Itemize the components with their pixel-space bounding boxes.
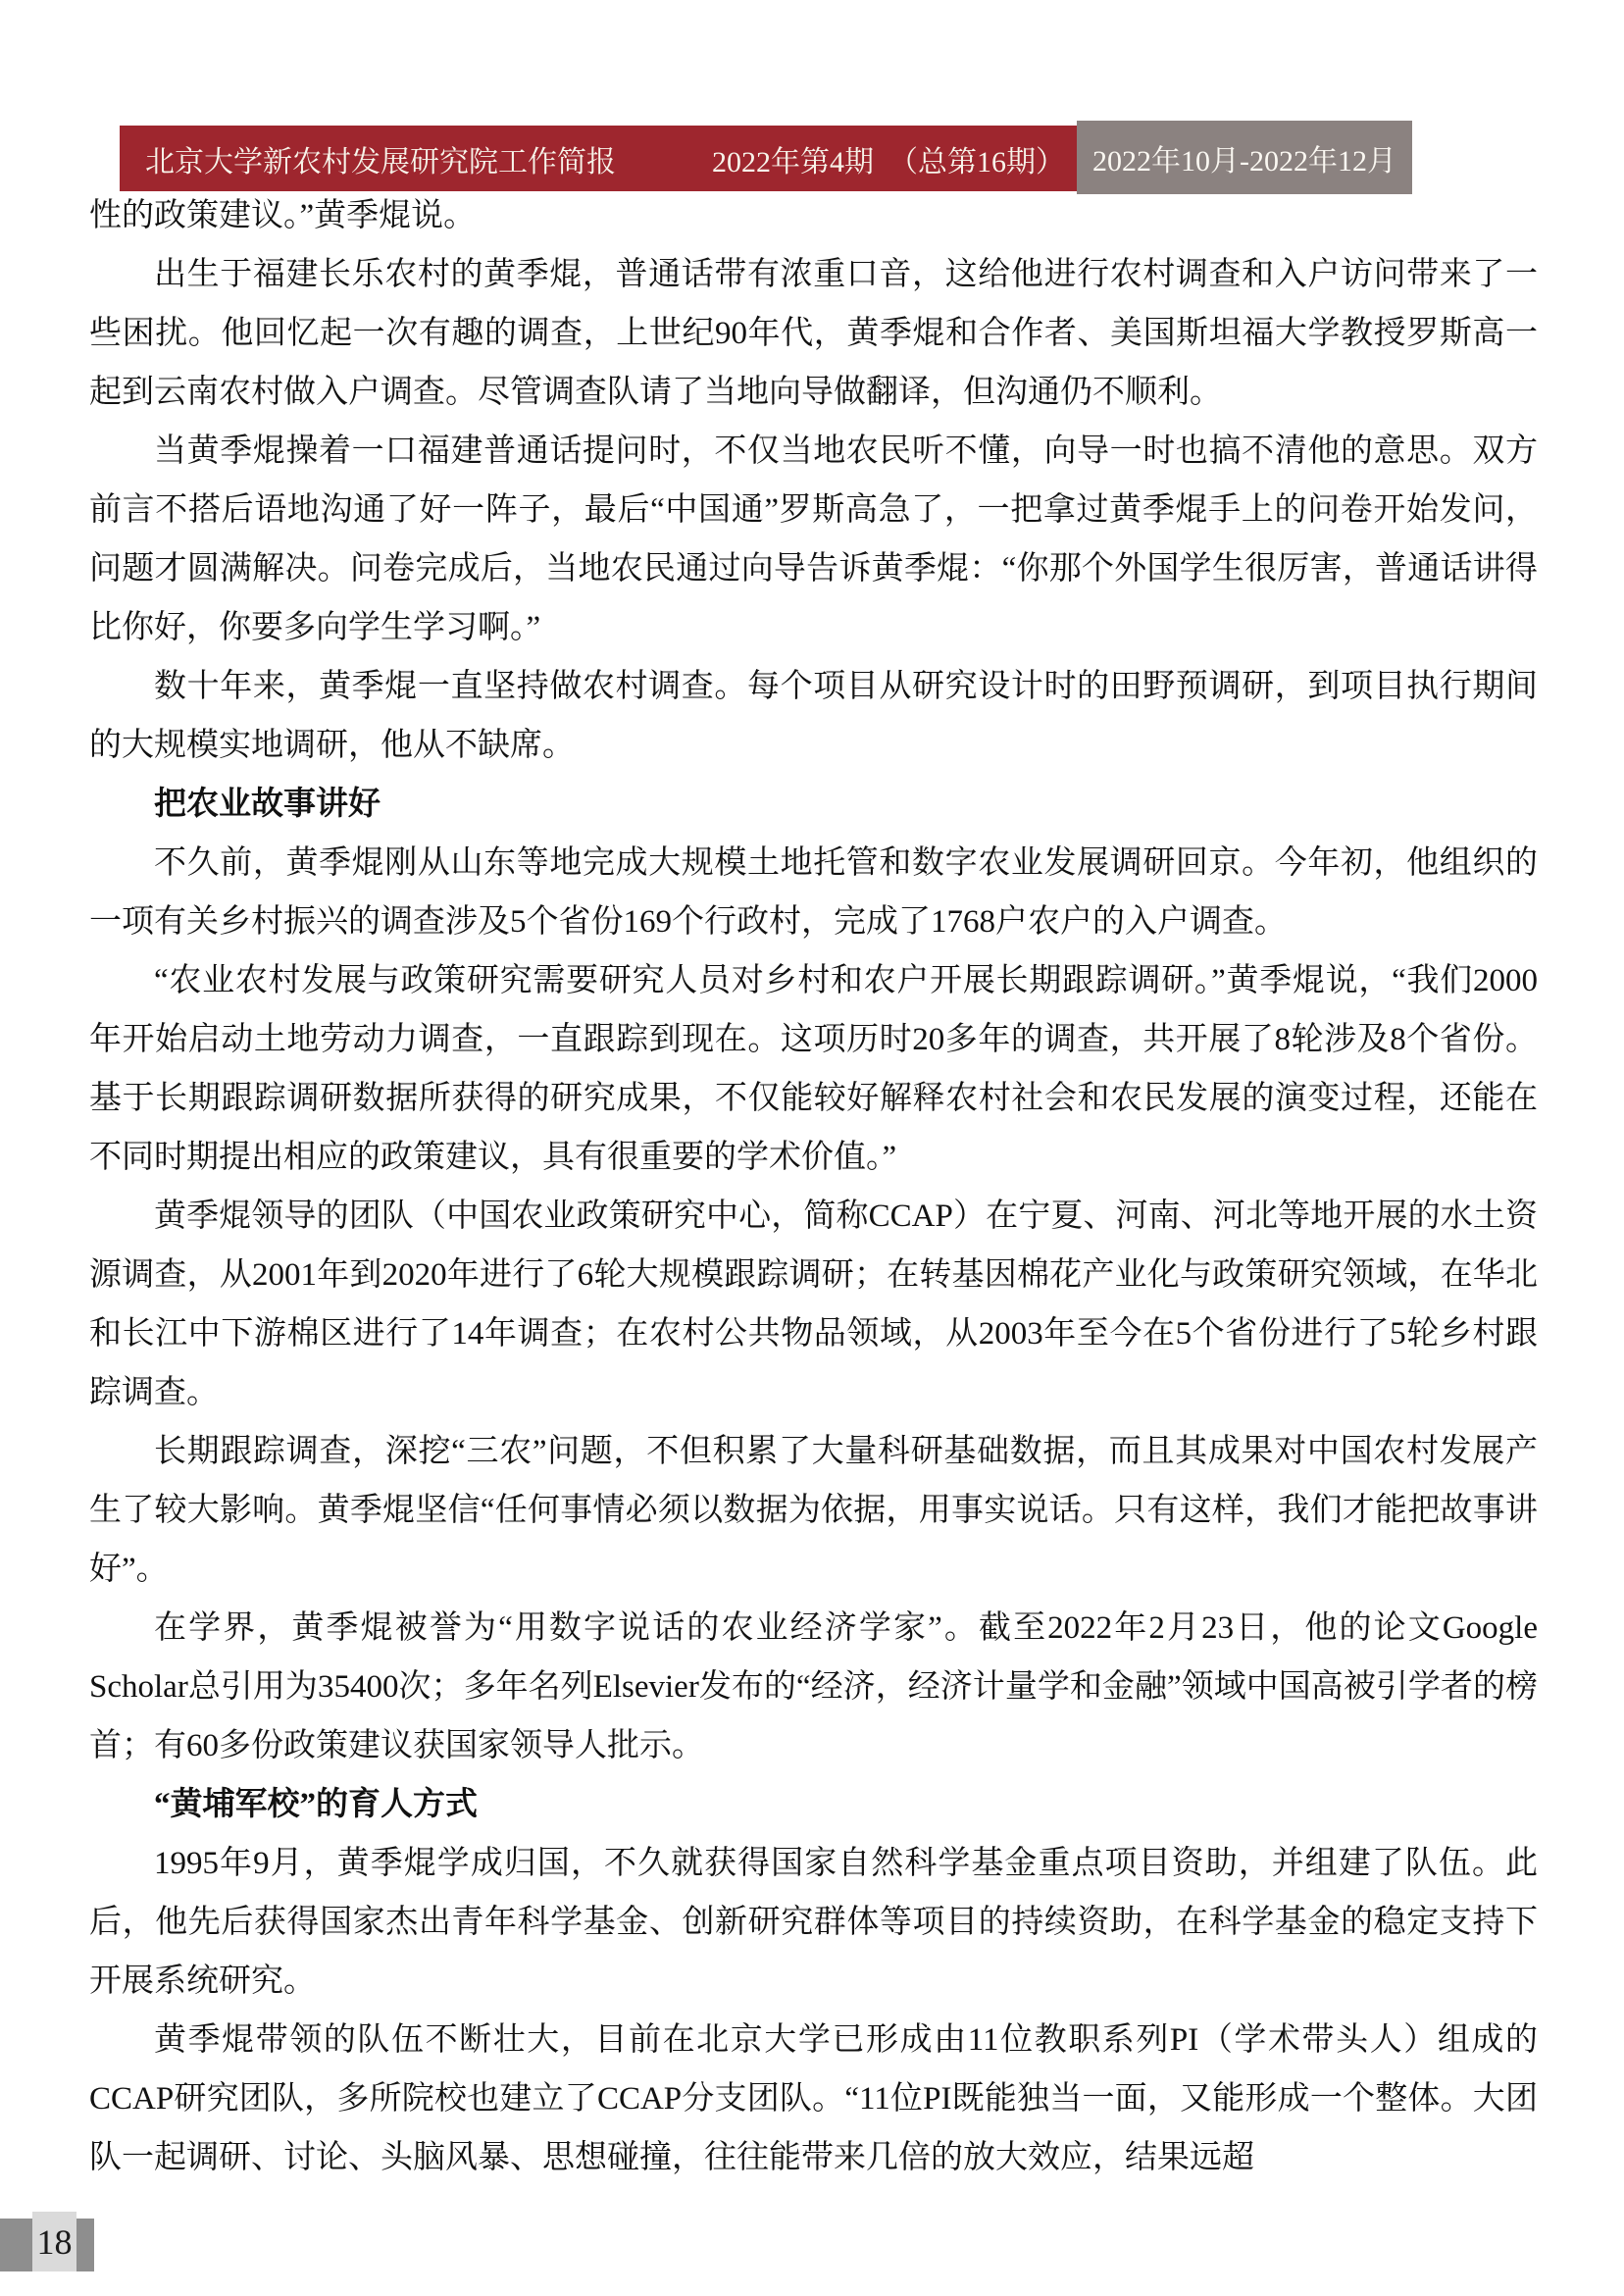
paragraph: 1995年9月，黄季焜学成归国，不久就获得国家自然科学基金重点项目资助，并组建了队伍。此后，他先后获得国家杰出青年科学基金、创新研究群体等项目的持续资助，在科学基金的稳定支持下开展系统研究。 [89,1846,1538,1999]
paragraph: 数十年来，黄季焜一直坚持做农村调查。每个项目从研究设计时的田野预调研，到项目执行期间的大规模实地调研，他从不缺席。 [89,669,1538,763]
paragraph: 当黄季焜操着一口福建普通话提问时，不仅当地农民听不懂，向导一时也搞不清他的意思。双方前言不搭后语地沟通了好一阵子，最后“中国通”罗斯高急了，一把拿过黄季焜手上的问卷开始发问，问题才圆满解决。问卷完成后，当地农民通过向导告诉黄季焜：“你那个外国学生很厉害，普通话讲得比你好，你要多向学生学习啊。” [89,434,1538,645]
newsletter-issue: 2022年第4期 （总第16期） [712,145,1065,179]
paragraph: 长期跟踪调查，深挖“三农”问题，不但积累了大量科研基础数据，而且其成果对中国农村发展产生了较大影响。黄季焜坚信“任何事情必须以数据为依据，用事实说话。只有这样，我们才能把故事讲好”。 [89,1434,1538,1587]
paragraph: “农业农村发展与政策研究需要研究人员对乡村和农户开展长期跟踪调研。”黄季焜说，“我们2000年开始启动土地劳动力调查，一直跟踪到现在。这项历时20多年的调查，共开展了8轮涉及8个省份。基于长期跟踪调研数据所获得的研究成果，不仅能较好解释农村社会和农民发展的演变过程，还能在不同时期提出相应的政策建议，具有很重要的学术价值。” [89,963,1538,1175]
page-number-box [32,2212,76,2271]
masthead-red-bar [120,126,1077,191]
newsletter-title: 北京大学新农村发展研究院工作简报 [145,145,616,179]
paragraph: 在学界，黄季焜被誉为“用数字说话的农业经济学家”。截至2022年2月23日，他的论文Google Scholar总引用为35400次；多年名列Elsevier发布的“经济，经济计量学和金融”领域中国高被引学者的榜首；有60多份政策建议获国家领导人批示。 [89,1610,1538,1763]
page-number-bar [0,2219,94,2271]
section-heading: “黄埔军校”的育人方式 [154,1787,478,1822]
article-body [89,186,1538,2187]
newsletter-period: 2022年10月-2022年12月 [1077,121,1412,194]
paragraph: 不久前，黄季焜刚从山东等地完成大规模土地托管和数字农业发展调研回京。今年初，他组织的一项有关乡村振兴的调查涉及5个省份169个行政村，完成了1768户农户的入户调查。 [89,845,1538,940]
paragraph: 出生于福建长乐农村的黄季焜，普通话带有浓重口音，这给他进行农村调查和入户访问带来了一些困扰。他回忆起一次有趣的调查，上世纪90年代，黄季焜和合作者、美国斯坦福大学教授罗斯高一起到云南农村做入户调查。尽管调查队请了当地向导做翻译，但沟通仍不顺利。 [89,257,1538,410]
paragraph: 黄季焜带领的队伍不断壮大，目前在北京大学已形成由11位教职系列PI（学术带头人）组成的CCAP研究团队，多所院校也建立了CCAP分支团队。“11位PI既能独当一面，又能形成一个整体。大团队一起调研、讨论、头脑风暴、思想碰撞，往往能带来几倍的放大效应，结果远超 [89,2022,1538,2175]
paragraph: 性的政策建议。”黄季焜说。 [89,198,477,233]
section-heading: 把农业故事讲好 [154,787,381,822]
paragraph: 黄季焜领导的团队（中国农业政策研究中心，简称CCAP）在宁夏、河南、河北等地开展的水土资源调查，从2001年到2020年进行了6轮大规模跟踪调研；在转基因棉花产业化与政策研究领域，在华北和长江中下游棉区进行了14年调查；在农村公共物品领域，从2003年至今在5个省份进行了5轮乡村跟踪调查。 [89,1199,1538,1410]
page-number: 18 [36,2221,73,2262]
